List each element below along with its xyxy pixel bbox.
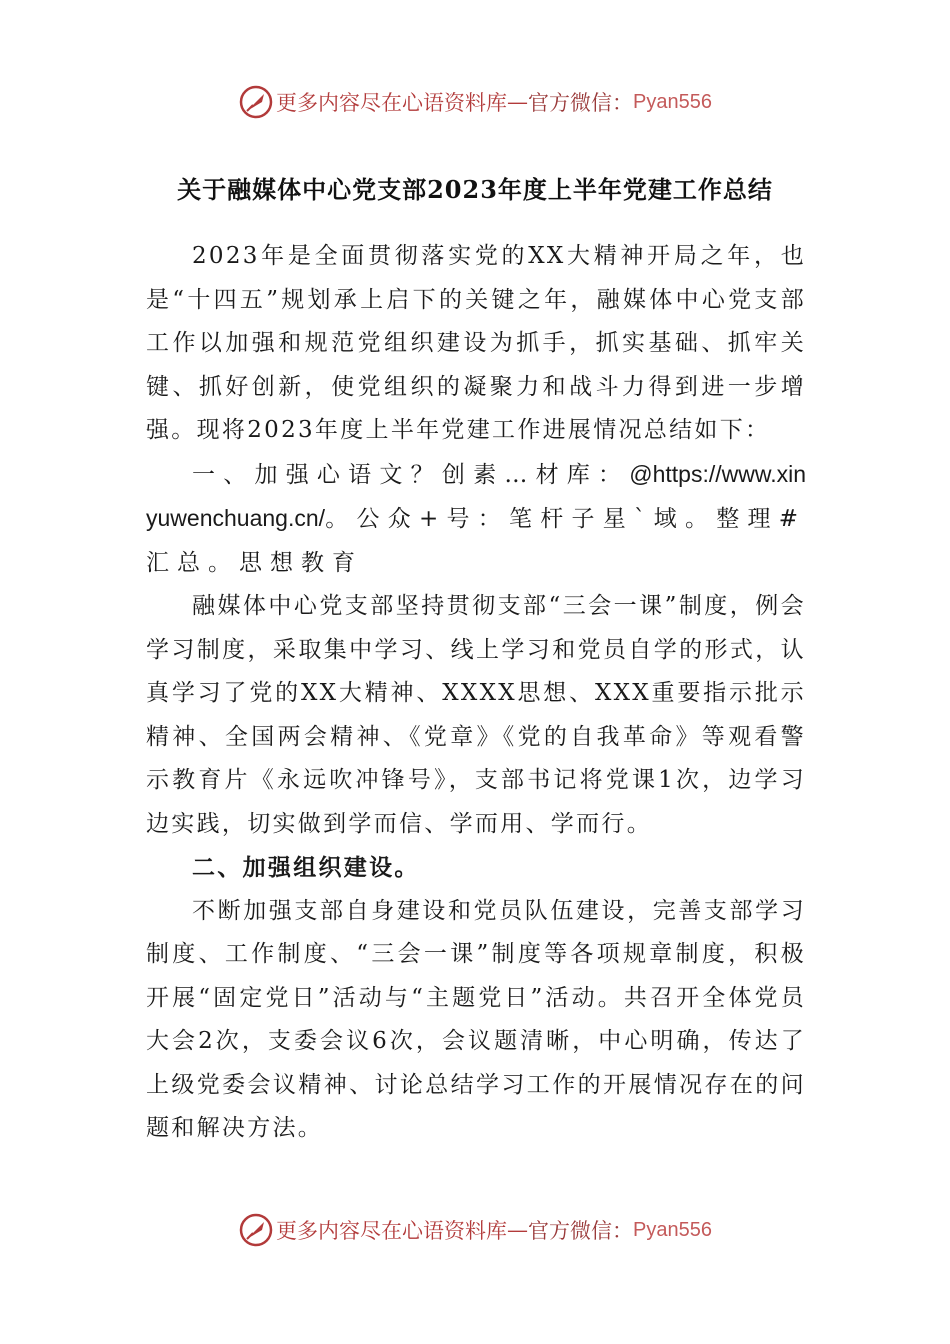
watermark-banner-bottom: [0, 1208, 950, 1252]
document-body: [146, 235, 806, 1151]
watermark-wechat-id: Pyan556: [633, 90, 712, 113]
quill-logo-icon: [238, 84, 274, 120]
watermark-wechat-id: Pyan556: [633, 1218, 712, 1241]
watermark-separator: —: [507, 1218, 529, 1242]
section1-url: @https://www.xinyuwenchuang.cn/: [146, 460, 806, 531]
intro-paragraph: 2023年是全面贯彻落实党的XX大精神开局之年，也是“十四五”规划承上启下的关键之年，融媒体中心党支部工作以加强和规范党组织建设为抓手，抓实基础、抓牢关键、抓好创新，使党组织的凝聚力和战斗力得到进一步增强。现将2023年度上半年党建工作进展情况总结如下：: [146, 243, 806, 443]
section1-tail: 。公众+号：笔杆子星`域。整理#汇总。思想教育: [146, 506, 806, 576]
section1-paragraph: 融媒体中心党支部坚持贯彻支部“三会一课”制度，例会学习制度，采取集中学习、线上学习和党员自学的形式，认真学习了党的XX大精神、XXXX思想、XXX重要指示批示精神、全国两会精神、《党章》《党的自我革命》等观看警示教育片《永远吹冲锋号》，支部书记将党课1次，边学习边实践，切实做到学而信、学而用、学而行。: [146, 593, 806, 837]
section2-heading: 二、加强组织建设。: [192, 854, 420, 881]
watermark-official-label: 官方微信：: [528, 1219, 634, 1243]
watermark-site-text: 更多内容尽在心语资料库: [276, 91, 508, 115]
document-title: 关于融媒体中心党支部2023年度上半年党建工作总结: [177, 175, 773, 204]
watermark-site-text: 更多内容尽在心语资料库: [276, 1219, 508, 1243]
watermark-banner-top: [0, 80, 950, 124]
watermark-separator: —: [507, 90, 529, 114]
watermark-official-label: 官方微信：: [528, 91, 634, 115]
section1-lead: 一、加强心语文？创素…材库：: [192, 461, 630, 488]
quill-logo-icon: [238, 1212, 274, 1248]
section2-paragraph: 不断加强支部自身建设和党员队伍建设，完善支部学习制度、工作制度、“三会一课”制度等各项规章制度，积极开展“固定党日”活动与“主题党日”活动。共召开全体党员大会2次，支委会议6次，会议题清晰，中心明确，传达了上级党委会议精神、讨论总结学习工作的开展情况存在的问题和解决方法。: [146, 897, 806, 1141]
section1-heading: [146, 453, 806, 586]
